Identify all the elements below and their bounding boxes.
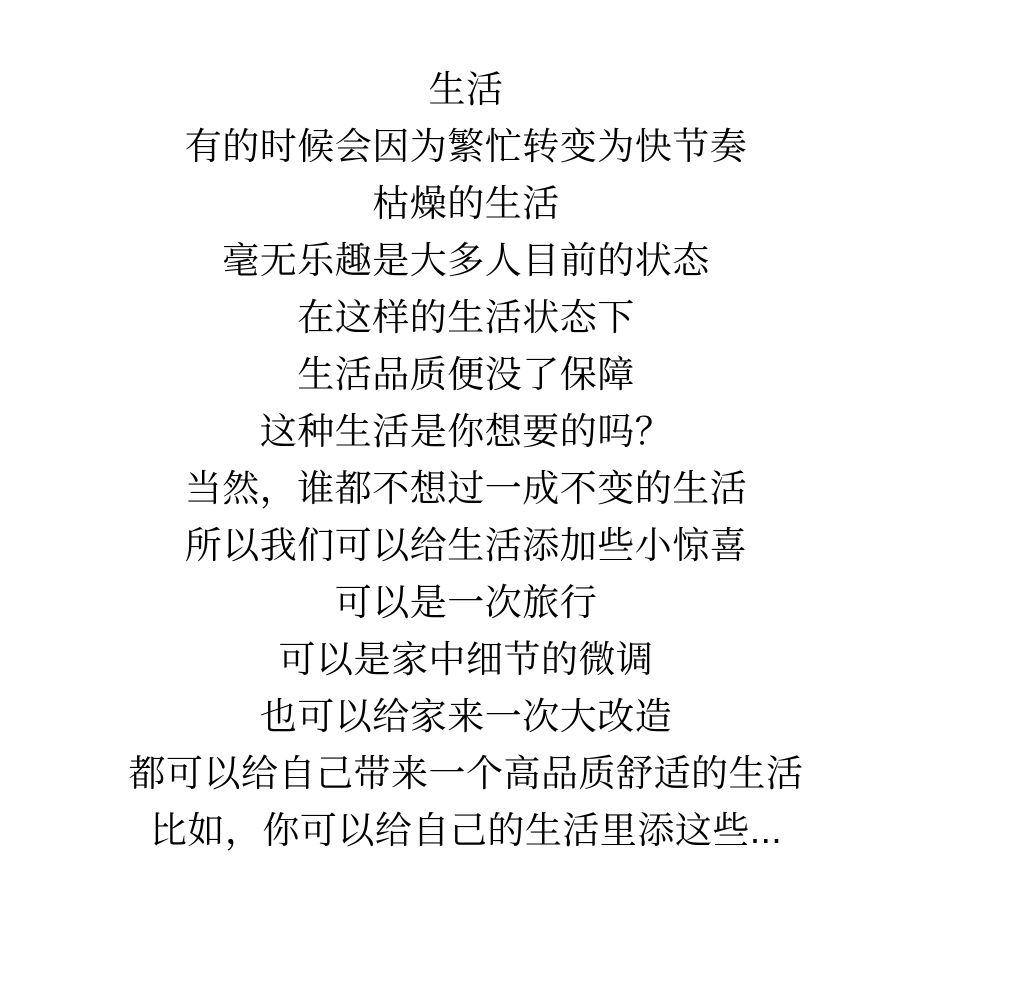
text-line: 在这样的生活状态下 [297, 297, 635, 338]
text-line: 有的时候会因为繁忙转变为快节奏 [184, 126, 748, 167]
text-block [0, 61, 932, 859]
text-line: 这种生活是你想要的吗？ [259, 411, 673, 452]
text-line: 也可以给家来一次大改造 [259, 696, 673, 737]
page-title: 生活 [428, 69, 504, 110]
text-line: 所以我们可以给生活添加些小惊喜 [184, 525, 748, 566]
text-line: 枯燥的生活 [372, 183, 560, 224]
text-line: 当然，谁都不想过一成不变的生活 [184, 468, 748, 509]
text-line: 都可以给自己带来一个高品质舒适的生活 [128, 753, 804, 794]
text-line: 可以是家中细节的微调 [278, 639, 654, 680]
text-line: 毫无乐趣是大多人目前的状态 [222, 240, 710, 281]
text-line: 生活品质便没了保障 [297, 354, 635, 395]
text-line: 可以是一次旅行 [334, 582, 598, 623]
text-line: 比如，你可以给自己的生活里添这些... [149, 810, 783, 851]
